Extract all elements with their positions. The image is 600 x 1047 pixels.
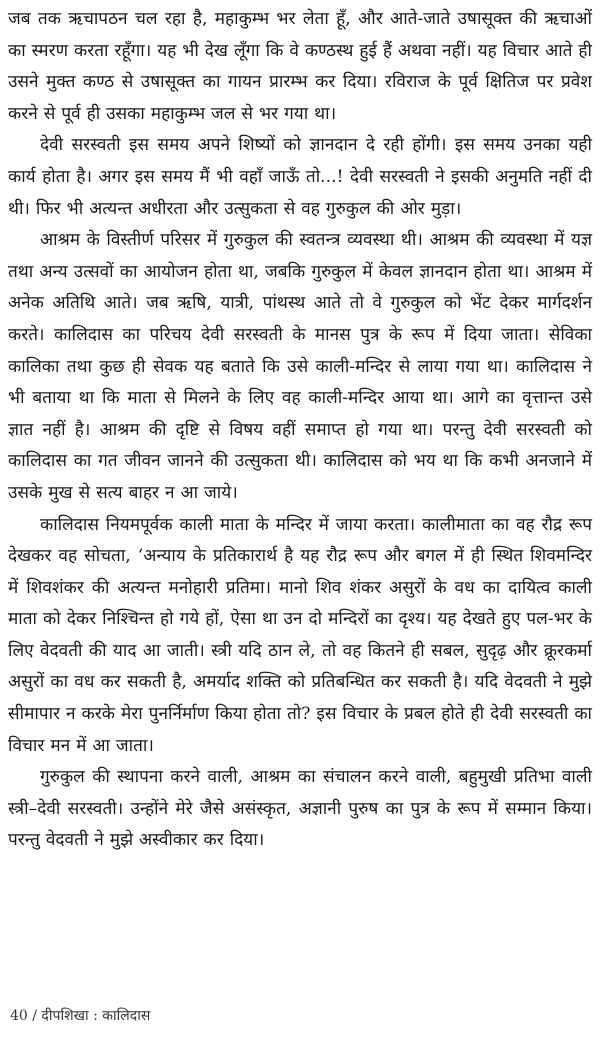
- book-page: [8, 4, 592, 857]
- paragraph-1: जब तक ऋचापठन चल रहा है, महाकुम्भ भर लेता हूँ, और आते-जाते उषासूक्त की ऋचाओं का स्मरण करता रहूँगा। यह भी देख लूँगा कि वे कण्ठस्थ हुई हैं अथवा नहीं। यह विचार आते ही उसने मुक्त कण्ठ से उषासूक्त का गायन प्रारम्भ कर दिया। रविराज के पूर्व क्षितिज पर प्रवेश करने से पूर्व ही उसका महाकुम्भ जल से भर गया था।: [8, 9, 592, 124]
- paragraph-3: आश्रम के विस्तीर्ण परिसर में गुरुकुल की स्वतन्त्र व्यवस्था थी। आश्रम की व्यवस्था में यज्ञ तथा अन्य उत्सवों का आयोजन होता था, जबकि गुरुकुल में केवल ज्ञानदान होता था। आश्रम में अनेक अतिथि आते। जब ऋषि, यात्री, पांथस्थ आते तो वे गुरुकुल को भेंट देकर मार्गदर्शन करते। कालिदास का परिचय देवी सरस्वती के मानस पुत्र के रूप में दिया जाता। सेविका कालिका तथा कुछ ही सेवक यह बताते कि उसे काली-मन्दिर से लाया गया था। कालिदास ने भी बताया था कि माता से मिलने के लिए वह काली-मन्दिर आया था। आगे का वृत्तान्त उसे ज्ञात नहीं है। आश्रम की दृष्टि से विषय वहीं समाप्त हो गया था। परन्तु देवी सरस्वती को कालिदास का गत जीवन जानने की उत्सुकता थी। कालिदास को भय था कि कभी अनजाने में उसके मुख से सत्य बाहर न आ जाये।: [8, 230, 592, 503]
- paragraph-2: देवी सरस्वती इस समय अपने शिष्यों को ज्ञानदान दे रही होंगी। इस समय उनका यही कार्य होता है। अगर इस समय मैं भी वहाँ जाऊँ तो...! देवी सरस्वती ने इसकी अनुमति नहीं दी थी। फिर भी अत्यन्त अधीरता और उत्सुकता से वह गुरुकुल की ओर मुड़ा।: [8, 135, 592, 219]
- paragraph-4: कालिदास नियमपूर्वक काली माता के मन्दिर में जाया करता। कालीमाता का वह रौद्र रूप देखकर वह सोचता, ‘अन्याय के प्रतिकारार्थ है यह रौद्र रूप और बगल में ही स्थित शिवमन्दिर में शिवशंकर की अत्यन्त मनोहारी प्रतिमा। मानो शिव शंकर असुरों के वध का दायित्व काली माता को देकर निश्चिन्त हो गये हों, ऐसा था उन दो मन्दिरों का दृश्य। यह देखते हुए पल-भर के लिए वेदवती की याद आ जाती। स्त्री यदि ठान ले, तो वह कितने ही सबल, सुदृढ़ और क्रूरकर्मा असुरों का वध कर सकती है, अमर्याद शक्ति को प्रतिबन्धित कर सकती है। यदि वेदवती ने मुझे सीमापार न करके मेरा पुनर्निर्माण किया होता तो? इस विचार के प्रबल होते ही देवी सरस्वती का विचार मन में आ जाता।: [8, 514, 592, 756]
- paragraph-5: गुरुकुल की स्थापना करने वाली, आश्रम का संचालन करने वाली, बहुमुखी प्रतिभा वाली स्त्री–देवी सरस्वती। उन्होंने मेरे जैसे असंस्कृत, अज्ञानी पुरुष का पुत्र के रूप में सम्मान किया। परन्तु वेदवती ने मुझे अस्वीकार कर दिया।: [8, 767, 592, 851]
- page-footer: 40 / दीपशिखा : कालिदास: [10, 1008, 151, 1024]
